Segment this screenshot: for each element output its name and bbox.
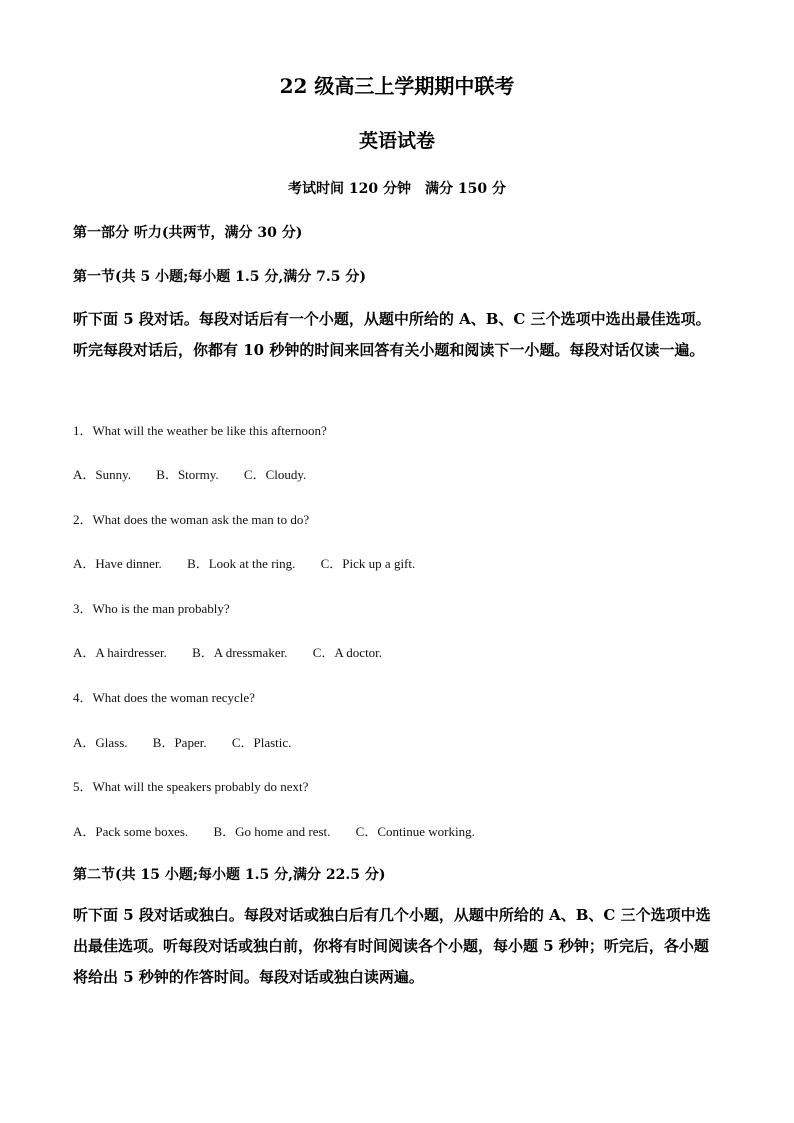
option-b: B．Look at the ring. [187, 556, 296, 571]
section2-heading: 第二节(共 15 小题;每小题 1.5 分,满分 22.5 分) [73, 867, 386, 883]
question-1-options [73, 464, 328, 483]
question-4-options [73, 732, 313, 751]
part1-heading: 第一部分 听力(共两节，满分 30 分) [73, 225, 303, 241]
section1-instructions: 听下面 5 段对话。每段对话后有一个小题，从题中所给的 A、B、C 三个选项中选出最佳选项。听完每段对话后，你都有 10 秒钟的时间来回答有关小题和阅读下一小题。每段对话仅读一遍。 [73, 310, 711, 359]
exam-meta: 考试时间 120 分钟 满分 150 分 [288, 181, 506, 197]
option-c: C．Cloudy. [243, 467, 307, 482]
option-b: B．Paper. [152, 735, 207, 750]
option-c: C．Plastic. [231, 735, 292, 750]
option-a: A．Pack some boxes. [73, 824, 189, 839]
option-a: A．Sunny. [73, 467, 132, 482]
option-c: C．Continue working. [355, 824, 475, 839]
question-1-stem: 1．What will the weather be like this afternoon? [73, 423, 327, 438]
exam-subject: 英语试卷 [358, 130, 435, 152]
option-a: A．Have dinner. [73, 556, 162, 571]
question-2-options [73, 553, 437, 572]
option-b: B．Go home and rest. [213, 824, 331, 839]
question-3-stem: 3．Who is the man probably? [73, 601, 230, 616]
option-b: B．Stormy. [156, 467, 219, 482]
option-c: C．A doctor. [312, 645, 383, 660]
question-5-options [73, 821, 497, 840]
option-a: A．A hairdresser. [73, 645, 167, 660]
option-c: C．Pick up a gift. [320, 556, 416, 571]
option-b: B．A dressmaker. [192, 645, 288, 660]
question-2-stem: 2．What does the woman ask the man to do? [73, 512, 310, 527]
question-3-options [73, 642, 404, 661]
question-5-stem: 5．What will the speakers probably do next? [73, 779, 309, 794]
exam-title: 22 级高三上学期期中联考 [279, 74, 515, 98]
question-4-stem: 4．What does the woman recycle? [73, 690, 255, 705]
section2-instructions: 听下面 5 段对话或独白。每段对话或独白后有几个小题，从题中所给的 A、B、C 三个选项中选出最佳选项。听每段对话或独白前，你将有时间阅读各个小题，每小题 5 秒钟；听完后，各小题将给出 5 秒钟的作答时间。每段对话或独白读两遍。 [73, 906, 711, 986]
section1-heading: 第一节(共 5 小题;每小题 1.5 分,满分 7.5 分) [73, 269, 366, 285]
option-a: A．Glass. [73, 735, 128, 750]
